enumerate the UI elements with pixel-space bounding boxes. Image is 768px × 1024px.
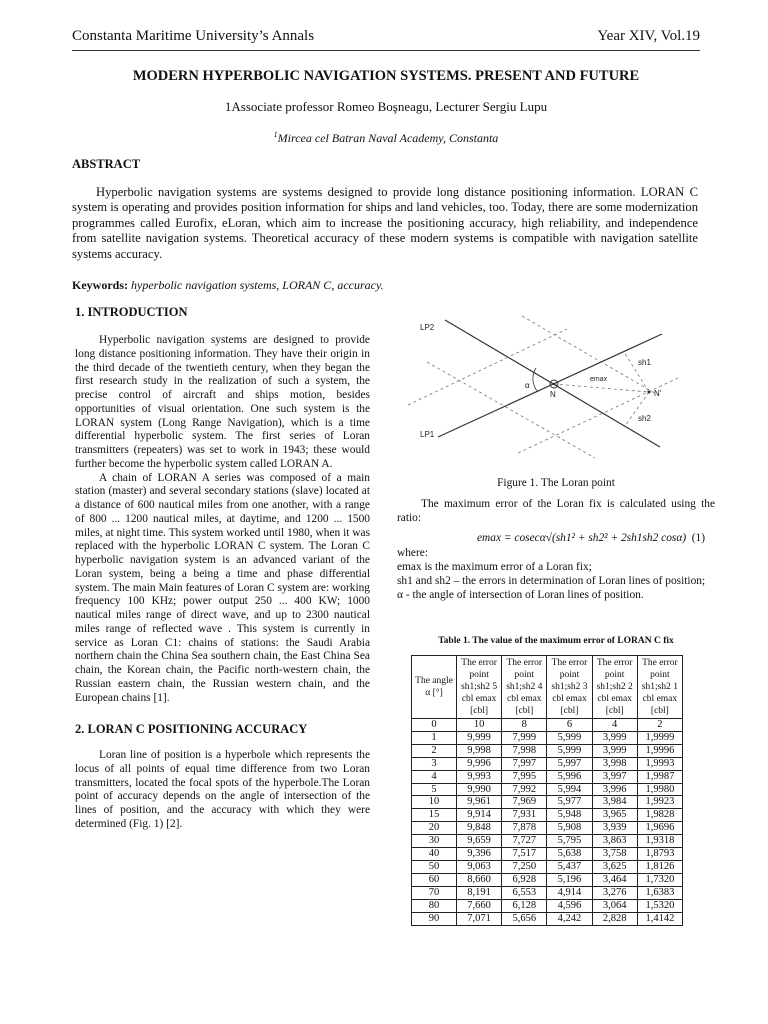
table-header-cell: The error point sh1;sh2 2 cbl emax [cbl] [592, 656, 637, 719]
table-cell: 1,9923 [637, 796, 682, 809]
table-row [412, 886, 683, 899]
table-header-row [412, 656, 683, 719]
ratio-paragraph: The maximum error of the Loran fix is calculated using the ratio: [397, 498, 715, 524]
table-cell: 9,659 [457, 835, 502, 848]
table-cell: 5,997 [547, 757, 592, 770]
keywords-text: hyperbolic navigation systems, LORAN C, accuracy. [131, 278, 384, 292]
table-cell: 30 [412, 835, 457, 848]
lp2-line [445, 320, 660, 447]
loran-point-figure [0, 0, 768, 480]
table-row [412, 860, 683, 873]
point-n-prime-marker [648, 391, 651, 394]
table-cell: 3,997 [592, 770, 637, 783]
table-cell: 7,969 [502, 796, 547, 809]
table-header-cell: The angle α [°] [412, 656, 457, 719]
table-cell: 1,9996 [637, 744, 682, 757]
table-cell: 3,064 [592, 899, 637, 912]
table-cell: 5,994 [547, 783, 592, 796]
table-cell: 20 [412, 822, 457, 835]
table-cell: 9,990 [457, 783, 502, 796]
table-cell: 1,9318 [637, 835, 682, 848]
right-column [397, 498, 715, 602]
table-cell: 7,250 [502, 860, 547, 873]
lp2-label: LP2 [420, 323, 435, 332]
table-row [412, 899, 683, 912]
table-body [412, 719, 683, 926]
table-cell: 3 [412, 757, 457, 770]
table-cell: 5,999 [547, 731, 592, 744]
lp1-label: LP1 [420, 430, 435, 439]
table-cell: 5,795 [547, 835, 592, 848]
table-row [412, 835, 683, 848]
table-cell: 2 [412, 744, 457, 757]
table-cell: 1,9696 [637, 822, 682, 835]
table-cell: 8,191 [457, 886, 502, 899]
table-cell: 1,8126 [637, 860, 682, 873]
abstract-text: Hyperbolic navigation systems are systems designed to provide long distance positioning information. LORAN C system is operating and provides position information for ships and land vehicles, too. Today, there are some modernization programmes called Eurofix, eLoran, which aim to increase the positioning accuracy, high reliability, and independence from satellite navigation systems. Theoretical accuracy of these modern systems is compatible with navigation satellite systems accuracy. [72, 185, 698, 261]
table-cell: 1 [412, 731, 457, 744]
table-cell: 5,437 [547, 860, 592, 873]
table-cell: 4 [592, 719, 637, 732]
affiliation-sup: 1 [273, 130, 278, 139]
table-row [412, 783, 683, 796]
table-cell: 3,999 [592, 731, 637, 744]
table-row [412, 744, 683, 757]
where-label: where: [397, 547, 428, 560]
formula-row [397, 526, 715, 548]
table-cell: 7,878 [502, 822, 547, 835]
table-caption: Table 1. The value of the maximum error of LORAN C fix [438, 636, 674, 646]
table-row [412, 757, 683, 770]
authors: 1Associate professor Romeo Boşneagu, Lecturer Sergiu Lupu [224, 99, 548, 114]
table-cell: 3,984 [592, 796, 637, 809]
table-cell: 3,464 [592, 873, 637, 886]
table-cell: 7,660 [457, 899, 502, 912]
table-cell: 70 [412, 886, 457, 899]
table-cell: 4,596 [547, 899, 592, 912]
table-cell: 90 [412, 912, 457, 925]
table-cell: 2 [637, 719, 682, 732]
table-cell: 9,848 [457, 822, 502, 835]
table-cell: 1,7320 [637, 873, 682, 886]
table-cell: 9,914 [457, 809, 502, 822]
table-cell: 5,908 [547, 822, 592, 835]
table-cell: 7,999 [502, 731, 547, 744]
section-1-heading: 1. INTRODUCTION [75, 305, 188, 319]
table-cell: 3,999 [592, 744, 637, 757]
table-cell: 6,928 [502, 873, 547, 886]
table-row [412, 719, 683, 732]
keywords-label: Keywords: [72, 278, 128, 292]
table-cell: 10 [457, 719, 502, 732]
table-cell: 9,961 [457, 796, 502, 809]
table-cell: 3,625 [592, 860, 637, 873]
table-cell: 1,9828 [637, 809, 682, 822]
table-cell: 9,999 [457, 731, 502, 744]
table-cell: 8,660 [457, 873, 502, 886]
table-header-cell: The error point sh1;sh2 5 cbl emax [cbl] [457, 656, 502, 719]
emax-label: emax [590, 376, 608, 383]
definition-alpha: α - the angle of intersection of Loran lines of position. [397, 588, 644, 601]
intro-paragraph-1: Hyperbolic navigation systems are designed to provide long distance positioning information. They have their origin in the third decade of the twentieth century, when they began the first research study in the realization of such a system, the precise control of aircraft and ships motion, besides opportunities of visual orientation. One such system is the LORAN system (Long Range Navigation), which is a time differential hyperbolic system. The first series of Loran transmitters (repeaters) was set to work in 1943; these would further become the hyperbolic system called LORAN A. [75, 334, 370, 470]
table-cell: 5,656 [502, 912, 547, 925]
affiliation-text: Mircea cel Batran Naval Academy, Constanta [277, 131, 499, 145]
table-cell: 2,828 [592, 912, 637, 925]
max-error-table [411, 655, 683, 926]
table-cell: 5,977 [547, 796, 592, 809]
definition-emax: emax is the maximum error of a Loran fix; [397, 561, 592, 573]
table-cell: 5,638 [547, 848, 592, 861]
table-cell: 4 [412, 770, 457, 783]
table-cell: 4,914 [547, 886, 592, 899]
table-cell: 7,517 [502, 848, 547, 861]
table-cell: 3,998 [592, 757, 637, 770]
table-cell: 7,992 [502, 783, 547, 796]
table-cell: 6,128 [502, 899, 547, 912]
table-cell: 6,553 [502, 886, 547, 899]
table-cell: 5,996 [547, 770, 592, 783]
table-cell: 3,965 [592, 809, 637, 822]
table-cell: 3,996 [592, 783, 637, 796]
table-cell: 9,998 [457, 744, 502, 757]
formula-number: (1) [691, 531, 705, 544]
table-cell: 1,4142 [637, 912, 682, 925]
emax-line [554, 384, 649, 392]
lp2-upper-error-line [522, 316, 658, 395]
table-header-cell: The error point sh1;sh2 3 cbl emax [cbl] [547, 656, 592, 719]
figure-caption: Figure 1. The Loran point [497, 477, 615, 489]
sh2-label: sh2 [638, 414, 651, 423]
table-cell: 9,396 [457, 848, 502, 861]
accuracy-paragraph: Loran line of position is a hyperbole which represents the locus of all points of equal time difference from two Loran transmitters, located the focal spots of the hyperbole.The Loran point of accuracy depends on the angle of intersection of the lines of position, and the accuracy with which they were determined (Fig. 1) [2]. [75, 749, 370, 830]
table-cell: 6 [547, 719, 592, 732]
table-cell: 4,242 [547, 912, 592, 925]
n-label: N [550, 390, 556, 399]
table-row [412, 912, 683, 925]
definition-sh: sh1 and sh2 – the errors in determination of Loran lines of position; [397, 574, 706, 587]
table-cell: 50 [412, 860, 457, 873]
table-cell: 60 [412, 873, 457, 886]
table-cell: 3,758 [592, 848, 637, 861]
table-cell: 10 [412, 796, 457, 809]
table-header-cell: The error point sh1;sh2 4 cbl emax [cbl] [502, 656, 547, 719]
table-cell: 7,071 [457, 912, 502, 925]
table-cell: 5 [412, 783, 457, 796]
table-header-cell: The error point sh1;sh2 1 cbl emax [cbl] [637, 656, 682, 719]
table-row [412, 822, 683, 835]
table-cell: 7,995 [502, 770, 547, 783]
table-row [412, 848, 683, 861]
paper-title: MODERN HYPERBOLIC NAVIGATION SYSTEMS. PRESENT AND FUTURE [132, 68, 640, 84]
table-cell: 9,996 [457, 757, 502, 770]
table-cell: 7,931 [502, 809, 547, 822]
table-row [412, 809, 683, 822]
volume-info: Year XIV, Vol.19 [597, 28, 700, 44]
table-cell: 7,998 [502, 744, 547, 757]
table-cell: 1,9980 [637, 783, 682, 796]
table-cell: 3,863 [592, 835, 637, 848]
n-prime-label: N' [654, 389, 662, 398]
table-cell: 9,993 [457, 770, 502, 783]
table-cell: 80 [412, 899, 457, 912]
intro-paragraph-2: A chain of LORAN A series was composed of a main station (master) and several secondary stations (slave) located at a distance of 600 nautical miles from one another, with a range of 800 ... 1200 nautical miles, at daytime, and 1200 ... 1500 miles, at night time. This system worked until 1980, when it was replaced with the hyperbolic LORAN C system. The Loran C hyperbolic navigation system is an advanced variant of the Loran system, being a being a time and phase differential system. The main Main features of Loran C system are: working frequency 100 KHz; power output 250 ... 400 KW; 1000 nautical miles range of direct wave, and up to 2300 nautical miles range of reflected wave . This system is currently in service as Loran C1: chains of stations: the Saudi Arabia northern chain the China Sea southern chain, the East China Sea chain, the Korean chain, the Pacific north-western chain, the Russian eastern chain, the Russian western chain, and the European chains [1]. [75, 471, 370, 704]
table-cell: 5,948 [547, 809, 592, 822]
sh1-label: sh1 [638, 358, 651, 367]
table-cell: 1,5320 [637, 899, 682, 912]
table-cell: 15 [412, 809, 457, 822]
table-row [412, 770, 683, 783]
table-cell: 7,727 [502, 835, 547, 848]
table-cell: 9,063 [457, 860, 502, 873]
table-cell: 0 [412, 719, 457, 732]
table-cell: 1,9987 [637, 770, 682, 783]
table-row [412, 873, 683, 886]
formula: emax = cosecα√(sh1² + sh2² + 2sh1sh2 cosα) [477, 531, 687, 544]
table-cell: 7,997 [502, 757, 547, 770]
table-cell: 5,999 [547, 744, 592, 757]
table-cell: 5,196 [547, 873, 592, 886]
table-cell: 3,276 [592, 886, 637, 899]
journal-name: Constanta Maritime University’s Annals [72, 28, 315, 44]
table-cell: 40 [412, 848, 457, 861]
alpha-label: α [525, 381, 530, 390]
table-cell: 1,6383 [637, 886, 682, 899]
section-2-heading: 2. LORAN C POSITIONING ACCURACY [75, 722, 308, 737]
table-cell: 1,9999 [637, 731, 682, 744]
alpha-arc [533, 368, 538, 392]
table-row [412, 731, 683, 744]
table-cell: 1,8793 [637, 848, 682, 861]
table-row [412, 796, 683, 809]
lp1-upper-error-line [408, 329, 567, 405]
table-cell: 8 [502, 719, 547, 732]
table-cell: 1,9993 [637, 757, 682, 770]
abstract-heading: ABSTRACT [72, 157, 141, 171]
table-cell: 3,939 [592, 822, 637, 835]
